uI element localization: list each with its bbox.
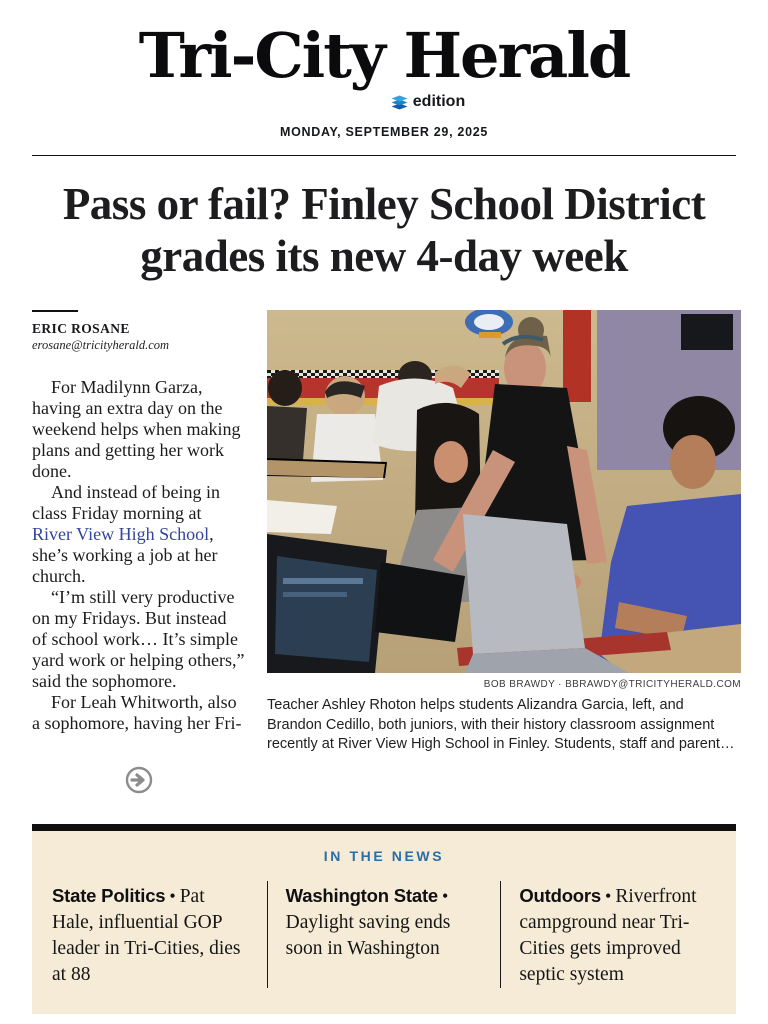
- article-photo[interactable]: [267, 310, 741, 673]
- in-the-news-panel: [32, 831, 736, 1014]
- byline-divider: [32, 310, 78, 312]
- river-view-high-school-link[interactable]: River View High School: [32, 524, 210, 544]
- article-body: [32, 377, 245, 734]
- news-item-state-politics[interactable]: [52, 881, 267, 988]
- in-the-news-section: [32, 824, 736, 1014]
- photo-credit: BOB BRAWDY · BBRAWDY@TRICITYHERALD.COM: [483, 679, 741, 690]
- article-text-column: [32, 310, 245, 794]
- masthead: [0, 0, 768, 139]
- edition-label: edition: [412, 93, 466, 110]
- masthead-title: Tri-City Herald: [138, 19, 630, 92]
- paragraph: For Madilynn Garza, having an extra day on the weekend helps when making plans and getting her work done.: [32, 377, 241, 481]
- edition-logo: [44, 92, 768, 112]
- arrow-right-circle-icon: [125, 766, 153, 794]
- section-divider-bar: [32, 824, 736, 831]
- paragraph-text: , she’s working a job at her church.: [32, 524, 218, 586]
- masthead-divider: [32, 155, 736, 156]
- paragraph: [32, 482, 245, 587]
- article-figure: [267, 310, 741, 794]
- in-the-news-label: IN THE NEWS: [323, 848, 445, 864]
- news-category: Outdoors: [519, 885, 601, 906]
- byline-author: ERIC ROSANE: [32, 321, 130, 336]
- paragraph-text: And instead of being in class Friday morning at: [32, 482, 220, 523]
- news-category: Washington State: [285, 885, 439, 906]
- article-content: [0, 310, 768, 794]
- continue-reading-button[interactable]: [125, 766, 153, 794]
- bullet-separator: •: [169, 886, 176, 906]
- news-item-washington-state[interactable]: [267, 881, 501, 988]
- paragraph: “I’m still very productive on my Fridays. But instead of school work… It’s simple yard work or helping others,” said the sophomore.: [32, 587, 245, 691]
- news-headline: Riverfront campground near Tri-Cities gets improved septic system: [519, 886, 697, 985]
- in-the-news-columns: [52, 881, 716, 988]
- article-headline[interactable]: Pass or fail? Finley School District grades its new 4-day week: [62, 179, 706, 281]
- news-category: State Politics: [52, 885, 166, 906]
- news-headline: Daylight saving ends soon in Washington: [285, 912, 451, 959]
- byline-email: erosane@tricityherald.com: [32, 338, 170, 352]
- bullet-separator: •: [442, 886, 449, 906]
- paragraph: For Leah Whitworth, also a sophomore, having her Fri-: [32, 692, 242, 733]
- bullet-separator: •: [605, 886, 612, 906]
- edition-date: MONDAY, SEPTEMBER 29, 2025: [279, 125, 489, 139]
- news-item-outdoors[interactable]: [500, 881, 716, 988]
- layers-icon: [391, 95, 408, 110]
- photo-caption: Teacher Ashley Rhoton helps students Alizandra Garcia, left, and Brandon Cedillo, both juniors, with their history classroom assignment recently at River View High School in Finley. Students, staff and parent…: [267, 697, 735, 752]
- news-headline: Pat Hale, influential GOP leader in Tri-Cities, dies at 88: [52, 886, 241, 985]
